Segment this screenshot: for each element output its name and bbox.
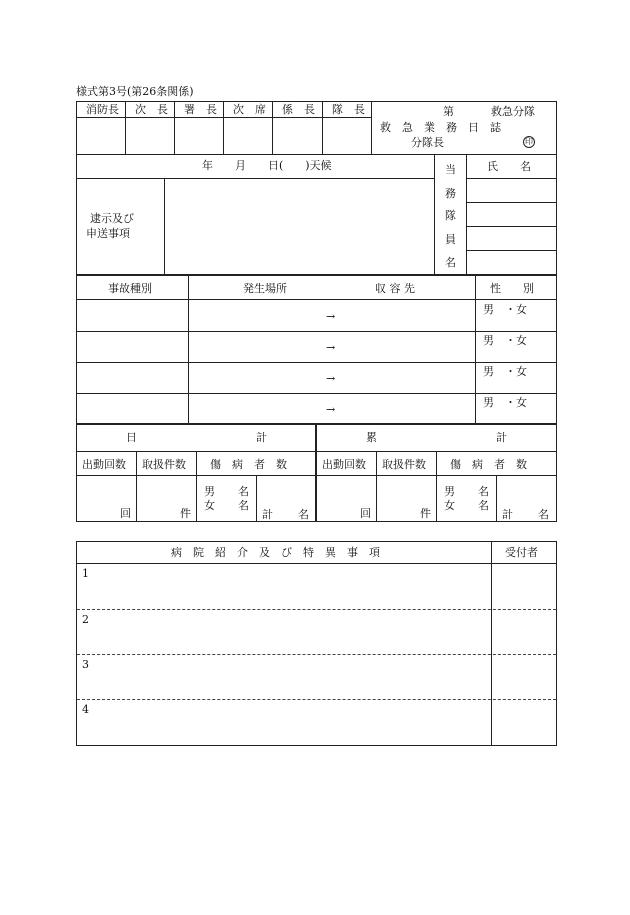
approval-header-fire-chief: 消防長 [86, 103, 119, 116]
incident-row-line [76, 299, 557, 300]
incident-divider [188, 275, 189, 424]
crew-label-char: 務 [445, 187, 456, 200]
date-top-line [76, 154, 557, 155]
incident-row-line [76, 331, 557, 332]
hospital-row-line [77, 654, 556, 655]
cumulative-total-right: 計 [496, 431, 507, 444]
incident-sex-options: 男 ・女 [483, 334, 527, 347]
incident-divider [475, 275, 476, 424]
crew-divider [466, 154, 467, 275]
dispatch-notes-field[interactable] [165, 179, 433, 274]
incident-arrow: → [326, 341, 336, 354]
daily-female-label: 女 [204, 499, 215, 512]
approval-divider [322, 101, 323, 154]
incident-row-line [76, 393, 557, 394]
approval-divider [174, 101, 175, 154]
approval-header-deputy-chief: 次 長 [135, 103, 168, 116]
stats-row-line [76, 475, 557, 476]
cumulative-male-label: 男 [444, 485, 455, 498]
stats-divider [376, 451, 377, 522]
daily-total-label: 計 [262, 508, 273, 521]
journal-dai: 第 [443, 105, 454, 118]
cumulative-total-label: 計 [502, 508, 513, 521]
stats-center-divider [315, 424, 317, 522]
hospital-row-number: 4 [82, 703, 89, 716]
incident-sex-header: 性 別 [490, 282, 534, 295]
cumulative-handled-count-header: 取扱件数 [382, 458, 426, 471]
crew-divider [434, 154, 435, 275]
form-title: 様式第3号(第26条関係) [76, 85, 194, 98]
incident-sex-options: 男 ・女 [483, 365, 527, 378]
daily-dispatch-count-header: 出動回数 [82, 458, 126, 471]
cumulative-casualties-header: 傷 病 者 数 [450, 458, 527, 471]
daily-male-label: 男 [204, 485, 215, 498]
journal-unit: 救急分隊 [491, 105, 535, 118]
stats-divider [256, 475, 257, 522]
hospital-row-number: 2 [82, 613, 89, 626]
dispatch-label-1: 逮示及び [90, 212, 134, 225]
crew-label-char: 当 [445, 163, 456, 176]
approval-divider [272, 101, 273, 154]
approval-header-section-chief: 係 長 [282, 103, 315, 116]
cumulative-total-left: 累 [366, 431, 377, 444]
hospital-row-number: 3 [82, 658, 89, 671]
stats-row-line [76, 451, 557, 452]
cumulative-times-unit: 回 [360, 507, 371, 520]
approval-header-station-chief: 署 長 [184, 103, 217, 116]
cumulative-male-unit: 名 [478, 485, 489, 498]
daily-handled-count-header: 取扱件数 [142, 458, 186, 471]
incident-row-line [76, 362, 557, 363]
incident-arrow: → [326, 372, 336, 385]
incident-sex-options: 男 ・女 [483, 396, 527, 409]
approval-divider [125, 101, 126, 154]
stats-divider [436, 451, 437, 522]
daily-male-unit: 名 [238, 485, 249, 498]
cumulative-total-unit: 名 [538, 508, 549, 521]
incident-arrow: → [326, 310, 336, 323]
crew-row-line [466, 178, 557, 179]
crew-label-char: 員 [445, 233, 456, 246]
hospital-row-line [77, 699, 556, 700]
daily-total-right: 計 [256, 431, 267, 444]
hospital-row-line [77, 609, 556, 610]
incident-sex-options: 男 ・女 [483, 303, 527, 316]
date-weather-line: 年 月 日( )天候 [202, 159, 332, 172]
hospital-row-number: 1 [82, 567, 89, 580]
daily-total-unit: 名 [298, 508, 309, 521]
stats-divider [496, 475, 497, 522]
crew-name-header: 氏 名 [487, 160, 531, 173]
hospital-table [76, 541, 557, 746]
crew-label-char: 隊 [445, 209, 456, 222]
approval-header-deputy: 次 席 [233, 103, 266, 116]
approval-header-unit-chief: 隊 長 [332, 103, 365, 116]
hospital-header: 病 院 紹 介 及 び 特 異 事 項 [171, 546, 380, 559]
hospital-divider [491, 541, 492, 746]
incident-type-header: 事故種別 [108, 282, 152, 295]
journal-title: 救 急 業 務 日 誌 [380, 121, 501, 134]
daily-cases-unit: 件 [180, 507, 191, 520]
dispatch-label-2: 申送事項 [86, 227, 130, 240]
cumulative-female-label: 女 [444, 499, 455, 512]
hospital-header-line [76, 563, 557, 564]
daily-total-left: 日 [126, 431, 137, 444]
crew-row-line [466, 250, 557, 251]
daily-female-unit: 名 [238, 499, 249, 512]
stats-divider [196, 451, 197, 522]
daily-times-unit: 回 [120, 507, 131, 520]
hospital-receiver-header: 受付者 [505, 546, 538, 559]
crew-row-line [466, 226, 557, 227]
incident-place-header: 発生場所 [243, 282, 287, 295]
cumulative-female-unit: 名 [478, 499, 489, 512]
seal-mark: 印 [525, 137, 533, 146]
incident-dest-header: 収 容 先 [375, 282, 415, 295]
incident-arrow: → [326, 403, 336, 416]
cumulative-cases-unit: 件 [420, 507, 431, 520]
daily-casualties-header: 傷 病 者 数 [210, 458, 287, 471]
journal-leader: 分隊長 [411, 136, 444, 149]
crew-row-line [466, 202, 557, 203]
approval-divider [371, 101, 372, 154]
stats-divider [136, 451, 137, 522]
crew-label-char: 名 [445, 256, 456, 269]
approval-divider [223, 101, 224, 154]
cumulative-dispatch-count-header: 出動回数 [322, 458, 366, 471]
